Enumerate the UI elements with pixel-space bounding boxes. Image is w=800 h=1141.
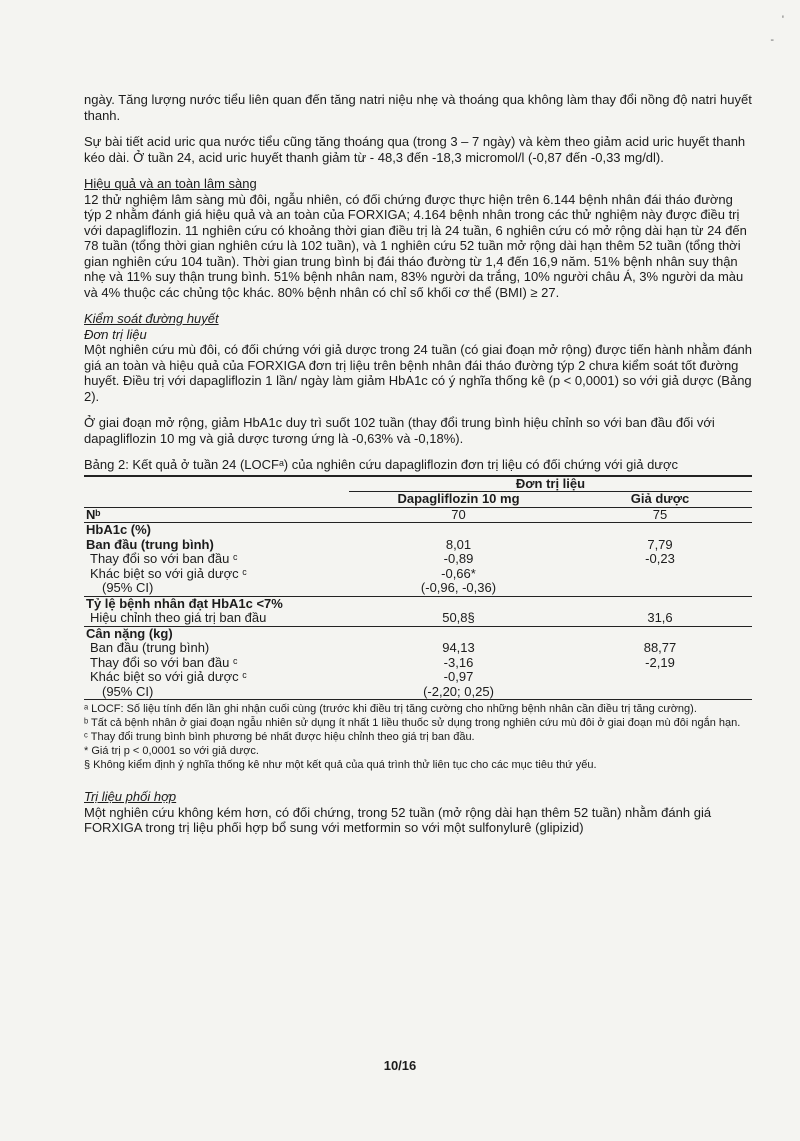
- cell-placebo: [568, 626, 752, 641]
- table-footnotes: [84, 703, 752, 772]
- cell-dapagliflozin: 70: [349, 507, 568, 523]
- document-page: [84, 92, 752, 847]
- footnote: § Không kiểm định ý nghĩa thống kê như một kết quả của quá trình thử liên tục cho các mục tiêu thứ yếu.: [84, 759, 597, 771]
- results-table: [84, 475, 752, 701]
- cell-placebo: -2,19: [645, 654, 675, 670]
- table-row: [84, 581, 752, 596]
- table-row: [84, 596, 752, 611]
- row-label: Cân nặng (kg): [86, 625, 173, 641]
- paragraph-monotherapy: Một nghiên cứu mù đôi, có đối chứng với giả dược trong 24 tuần (có giai đoạn mở rộng) được tiến hành nhằm đánh giá an toàn và hiệu quả của FORXIGA đơn trị liệu trên bệnh nhân đái tháo đường týp 2 chưa kiểm soát tốt đường huyết. Điều trị với dapagliflozin 1 lần/ ngày làm giảm HbA1c có ý nghĩa thống kê (p < 0,0001) so với giả dược (Bảng 2).: [84, 342, 753, 404]
- cell-placebo: [568, 685, 752, 700]
- cell-placebo: [568, 596, 752, 611]
- table-row: [84, 641, 752, 656]
- paragraph-extension: Ở giai đoạn mở rộng, giảm HbA1c duy trì suốt 102 tuần (thay đổi trung bình hiệu chỉnh so với ban đầu đối với dapagliflozin 10 mg và giả dược tương ứng là -0,63% và -0,18%).: [84, 415, 715, 446]
- cell-dapagliflozin: (-2,20; 0,25): [349, 685, 568, 700]
- cell-dapagliflozin: [349, 523, 568, 538]
- cell-dapagliflozin: 50,8§: [349, 611, 568, 626]
- footnote: ᵇ Tất cả bệnh nhân ở giai đoạn ngẫu nhiên sử dụng ít nhất 1 liều thuốc sử dụng trong nghiên cứu mù đôi ở giai đoạn mù đôi ngắn hạn.: [84, 717, 741, 729]
- row-label: Khác biệt so với giả dược ᶜ: [90, 565, 247, 581]
- row-label: Hiệu chỉnh theo giá trị ban đầu: [84, 611, 349, 626]
- cell-dapagliflozin: 8,01: [445, 536, 472, 552]
- footnote: ᶜ Thay đổi trung bình bình phương bé nhất được hiệu chỉnh theo giá trị ban đầu.: [84, 731, 475, 743]
- scan-mark: ': [781, 14, 784, 26]
- section-heading: Kiểm soát đường huyết: [84, 311, 219, 326]
- cell-dapagliflozin: [349, 626, 568, 641]
- row-label: HbA1c (%): [84, 523, 349, 538]
- table-row: [84, 538, 752, 553]
- cell-placebo: [568, 567, 752, 582]
- row-label: Thay đổi so với ban đầu ᶜ: [90, 654, 238, 670]
- column-header-dapagliflozin: Dapagliflozin 10 mg: [397, 491, 520, 506]
- row-label: (95% CI): [84, 685, 349, 700]
- row-label: Ban đầu (trung bình): [86, 536, 214, 552]
- scan-mark-2: -: [770, 34, 774, 46]
- section-glycemic-control: [84, 311, 752, 446]
- table-caption: Bảng 2: Kết quả ở tuần 24 (LOCFᵃ) của nghiên cứu dapagliflozin đơn trị liệu có đối chứng với giả dược: [84, 457, 679, 472]
- cell-dapagliflozin: 94,13: [442, 640, 475, 655]
- page-number: 10/16: [383, 1058, 417, 1073]
- cell-placebo: 7,79: [647, 536, 673, 552]
- cell-placebo: [568, 670, 752, 685]
- row-label: Tỷ lệ bệnh nhân đạt HbA1c <7%: [86, 595, 283, 611]
- table-row: [84, 507, 752, 523]
- table-row: [84, 523, 752, 538]
- table-row: [84, 552, 752, 567]
- section-heading: Hiệu quả và an toàn lâm sàng: [84, 176, 257, 191]
- group-header: Đơn trị liệu: [349, 476, 752, 492]
- table-row: [84, 611, 752, 626]
- paragraph-combination: Một nghiên cứu không kém hơn, có đối chứng, trong 52 tuần (mở rộng dài hạn thêm 52 tuần) nhằm đánh giá FORXIGA trong trị liệu phối hợp bổ sung với metformin so với một sulfonylurê (glipizid): [84, 804, 712, 835]
- table-row: [84, 685, 752, 700]
- row-label: Nᵇ: [84, 507, 349, 523]
- cell-dapagliflozin: -0,97: [443, 669, 474, 684]
- table-row: [84, 656, 752, 671]
- section-efficacy-safety: [84, 176, 752, 300]
- table-row: [84, 670, 752, 685]
- paragraph-trials: 12 thử nghiệm lâm sàng mù đôi, ngẫu nhiên, có đối chứng được thực hiện trên 6.144 bệnh nhân đái tháo đường týp 2 nhằm đánh giá hiệu quả và an toàn của FORXIGA; 4.164 bệnh nhân trong các thử nghiệm này được điều trị với dapagliflozin. 11 nghiên cứu có khoảng thời gian điều trị là 24 tuần, 6 nghiên cứu có mở rộng dài hạn từ 24 đến 78 tuần (tổng thời gian nghiên cứu là 102 tuần), và 1 nghiên cứu 52 tuần mở rộng dài hạn thêm 52 tuần (tổng thời gian nghiên cứu 104 tuần). Thời gian trung bình bị đái tháo đường từ 1,4 đến 16,9 năm. 51% bệnh nhân suy thận nhẹ và 11% suy thận trung bình. 51% bệnh nhân nam, 83% người da trắng, 10% người châu Á, 3% người da màu và 4% thuộc các chủng tộc khác. 80% bệnh nhân có chỉ số khối cơ thể (BMI) ≥ 27.: [84, 191, 747, 300]
- column-header-placebo: Giả dược: [630, 491, 690, 506]
- table-row: [84, 567, 752, 582]
- cell-dapagliflozin: -0,66*: [441, 565, 476, 581]
- cell-dapagliflozin: -3,16: [443, 654, 474, 670]
- row-label: Thay đổi so với ban đầu ᶜ: [90, 551, 238, 566]
- subheading-combination: Trị liệu phối hợp: [84, 789, 177, 804]
- table-group-header-row: [84, 476, 752, 492]
- cell-dapagliflozin: -0,89: [443, 551, 474, 566]
- cell-placebo: [568, 581, 752, 596]
- cell-dapagliflozin: (-0,96, -0,36): [349, 581, 568, 596]
- cell-placebo: -0,23: [645, 551, 675, 566]
- row-label: Khác biệt so với giả dược ᶜ: [90, 669, 247, 684]
- paragraph-natri: ngày. Tăng lượng nước tiểu liên quan đến tăng natri niệu nhẹ và thoáng qua không làm thay đổi nồng độ natri huyết thanh.: [84, 92, 752, 123]
- cell-dapagliflozin: [349, 596, 568, 611]
- paragraph-uric-acid: Sự bài tiết acid uric qua nước tiểu cũng tăng thoáng qua (trong 3 – 7 ngày) và kèm theo giảm acid uric huyết thanh kéo dài. Ở tuần 24, acid uric huyết thanh giảm từ - 48,3 đến -18,3 micromol/l (-0,87 đến -0,33 mg/dl).: [84, 134, 746, 165]
- cell-placebo: 75: [568, 507, 752, 523]
- row-label: Ban đầu (trung bình): [90, 640, 210, 655]
- row-label: (95% CI): [84, 581, 349, 596]
- table-column-header-row: [84, 492, 752, 508]
- table-row: [84, 626, 752, 641]
- subheading-monotherapy: Đơn trị liệu: [84, 326, 147, 342]
- footnote: ᵃ LOCF: Số liệu tính đến lần ghi nhận cuối cùng (trước khi điều trị tăng cường cho những bệnh nhân cần điều trị tăng cường).: [84, 703, 697, 715]
- cell-placebo: 88,77: [643, 640, 677, 655]
- cell-placebo: 31,6: [568, 611, 752, 626]
- cell-placebo: [568, 523, 752, 538]
- footnote: * Giá trị p < 0,0001 so với giả dược.: [84, 745, 259, 757]
